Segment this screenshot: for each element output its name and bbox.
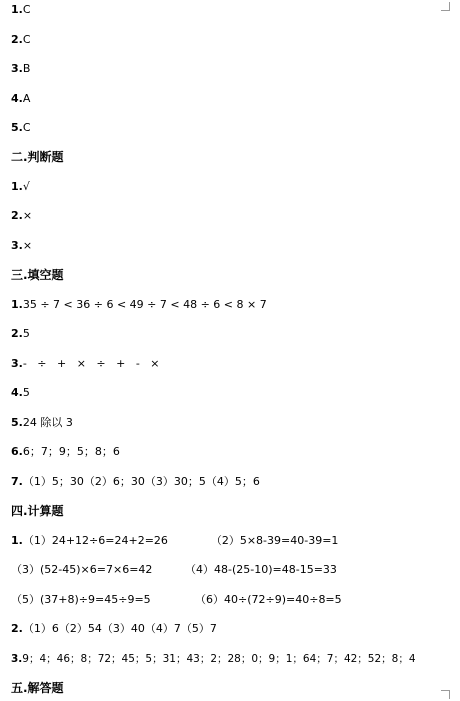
section-heading-judge: 二.判断题	[11, 150, 64, 164]
answer-line-3	[11, 62, 30, 76]
answer-number: 1.	[11, 298, 23, 311]
calc-item: （6）40÷(72÷9)=40÷8=5	[195, 593, 342, 606]
answer-number: 1.	[11, 3, 23, 16]
answer-text: 6；7；9；5；8；6	[22, 445, 120, 458]
answer-text: C	[22, 121, 31, 134]
answer-line-5	[11, 121, 31, 135]
judge-line-3	[11, 239, 32, 253]
calc-q1-row-3	[11, 593, 342, 607]
answer-number: 2.	[11, 209, 23, 222]
answer-text: 5	[22, 327, 30, 340]
answer-text: 9；4；46；8；72；45；5；31；43；2；28；0；9；1；64；7；42；52；8；4	[22, 653, 416, 665]
calc-q3-line	[11, 652, 416, 666]
answer-text: C	[22, 3, 31, 16]
calc-item: （3）(52-45)×6=7×6=42	[11, 563, 153, 576]
answer-number: 6.	[11, 445, 23, 458]
answer-text: - ÷ + × ÷ + - ×	[22, 357, 160, 370]
calc-item: （2）5×8-39=40-39=1	[210, 534, 339, 547]
answer-number: 3.	[11, 653, 23, 665]
answer-number: 3.	[11, 239, 23, 252]
corner-mark-top-right	[441, 2, 450, 11]
answer-number: 4.	[11, 92, 23, 105]
corner-mark-bottom-right	[441, 690, 450, 699]
judge-line-2	[11, 209, 32, 223]
answer-number: 1.	[11, 180, 23, 193]
answer-number: 2.	[11, 33, 23, 46]
answer-text: B	[22, 62, 31, 75]
answer-text: √	[22, 180, 30, 193]
answer-text: C	[22, 33, 31, 46]
answer-line-2	[11, 33, 31, 47]
answer-number: 5.	[11, 121, 23, 134]
answer-line-1	[11, 3, 31, 17]
fill-line-1	[11, 298, 267, 312]
fill-line-6	[11, 445, 120, 459]
answer-number: 3.	[11, 62, 23, 75]
calc-q1-row-2	[11, 563, 337, 577]
answer-text: 24 除以 3	[22, 416, 73, 429]
calc-item: （1）24+12÷6=24+2=26	[22, 534, 168, 547]
answer-text: 35 ÷ 7 < 36 ÷ 6 < 49 ÷ 7 < 48 ÷ 6 < 8 × 7	[22, 298, 267, 311]
answer-number: 7.	[11, 475, 23, 488]
answer-number: 2.	[11, 622, 23, 635]
answer-text: A	[22, 92, 31, 105]
answer-number: 4.	[11, 386, 23, 399]
calc-item: （4）48-(25-10)=48-15=33	[185, 563, 337, 576]
answer-text: ×	[22, 239, 33, 252]
fill-line-7	[11, 475, 260, 489]
calc-q1-row-1	[11, 534, 338, 548]
section-heading-fill: 三.填空题	[11, 268, 64, 282]
answer-number: 2.	[11, 327, 23, 340]
section-heading-calc: 四.计算题	[11, 504, 64, 518]
answer-number: 3.	[11, 357, 23, 370]
answer-text: （1）5；30（2）6；30（3）30；5（4）5；6	[22, 475, 260, 488]
fill-line-5	[11, 416, 73, 430]
calc-item: （5）(37+8)÷9=45÷9=5	[11, 593, 151, 606]
answer-number: 5.	[11, 416, 23, 429]
answer-line-4	[11, 92, 30, 106]
calc-q2-line	[11, 622, 217, 636]
answer-number: 1.	[11, 534, 23, 547]
fill-line-4	[11, 386, 30, 400]
answer-text: 5	[22, 386, 30, 399]
section-heading-solve: 五.解答题	[11, 681, 64, 695]
fill-line-2	[11, 327, 30, 341]
fill-line-3	[11, 357, 160, 371]
judge-line-1	[11, 180, 30, 194]
answer-text: （1）6（2）54（3）40（4）7（5）7	[22, 622, 217, 635]
answer-text: ×	[22, 209, 33, 222]
